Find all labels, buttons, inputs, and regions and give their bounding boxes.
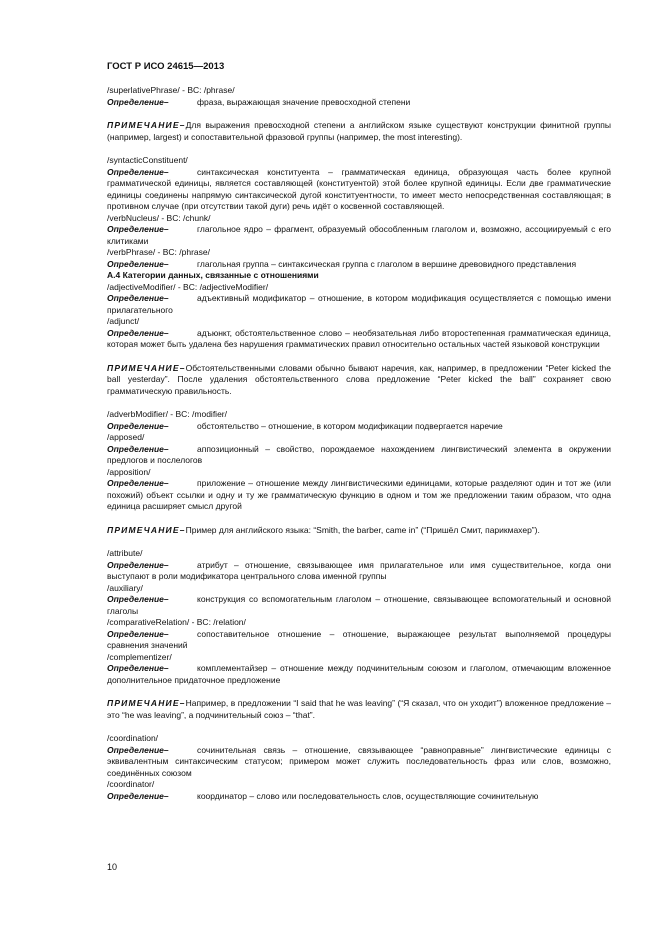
definition-label: Определение– — [107, 790, 169, 801]
definition-label: Определение– — [107, 628, 169, 639]
definition-coordinator — [83, 791, 611, 803]
note-label: ПРИМЕЧАНИЕ– — [107, 120, 186, 130]
term-apposed: /apposed/ — [107, 432, 145, 442]
definition-verb-nucleus — [83, 224, 611, 247]
definition-label: Определение– — [107, 559, 169, 570]
note-label: ПРИМЕЧАНИЕ– — [107, 362, 186, 373]
definition-label: Определение– — [107, 96, 169, 107]
definition-adverb-modifier — [83, 421, 611, 433]
note-superlative — [83, 120, 611, 143]
term-complementizer: /complementizer/ — [107, 651, 172, 662]
definition-text: атрибут – отношение, связывающее имя прилагательное или имя существительное, когда они выступают в роли модификатора центрального слова именной группы — [107, 559, 611, 581]
note-adjunct — [83, 363, 611, 398]
definition-apposed — [83, 444, 611, 467]
definition-text: сочинительная связь – отношение, связывающее “равноправные” лингвистические единицы с эквивалентным синтаксическим статусом; примером может служить последовательность фраз или слов, возможно, соединённых союзом — [107, 744, 611, 778]
definition-text: адъективный модификатор – отношение, в котором модификация осуществляется с помощью имени прилагательного — [107, 293, 611, 315]
definition-auxiliary — [83, 594, 611, 617]
definition-label: Определение– — [107, 258, 169, 269]
definition-label: Определение– — [107, 744, 169, 755]
definition-text: комплементайзер – отношение между подчинительным союзом и глаголом, отмечающим вложенное дополнительное придаточное предложение — [107, 663, 611, 685]
definition-superlative-phrase — [107, 97, 611, 109]
definition-text: сопоставительное отношение – отношение, выражающее результат выполняемой процедуры сравнения значений — [107, 628, 611, 650]
definition-label: Определение– — [107, 443, 169, 454]
definition-coordination — [83, 745, 611, 780]
definition-text: глагольная группа – синтаксическая группа с глаголом в вершине древовидного представления — [197, 258, 577, 269]
definition-adjunct — [83, 328, 611, 351]
definition-text: синтаксическая конституента – грамматическая единица, образующая часть более крупной грамматической единицы, является составляющей (конституентой) этой более крупной единицы. Если две грамматические единицы соединены напрямую синтаксической дугой конституентности, то имеет место непосредственная составляющая; в противном случае (при отсутствии такой дуги) речь идёт о косвенной составляющей. — [107, 166, 611, 211]
definition-syntactic-constituent — [83, 167, 611, 213]
definition-text: приложение – отношение между лингвистическими единицами, которые разделяют один и тот же (или похожий) объект ссылки и одну и ту же грамматическую функцию в одном и том же предложении таким образом, что одна единица расширяет смысл другой — [107, 478, 611, 511]
term-adjunct: /adjunct/ — [107, 316, 140, 326]
definition-label: Определение– — [107, 663, 169, 673]
term-comparative-relation: /comparativeRelation/ - BC: /relation/ — [107, 617, 246, 627]
note-text: Обстоятельственными словами обычно бывают наречия, как, например, в предложении “Peter kicked the ball yesterday”. После удаления обстоятельственного слова предложение “Peter kicked the ball” сохраняет свою грамматическую правильность. — [107, 362, 611, 396]
note-text: Для выражения превосходной степени а английском языке существуют конструкции финитной группы (например, largest) и сопоставительной фразовой группы (например, the most interesting). — [107, 120, 611, 142]
term-superlative-phrase: /superlativePhrase/ - BC: /phrase/ — [107, 85, 235, 95]
definition-text: аппозиционный – свойство, порождаемое нахождением лингвистический элемента в окружении предлогов и послелогов — [107, 443, 611, 465]
definition-label: Определение– — [107, 327, 169, 338]
definition-text: фраза, выражающая значение превосходной степени — [197, 96, 411, 107]
definition-adjective-modifier — [83, 293, 611, 316]
definition-text: глагольное ядро – фрагмент, образуемый обособленным глаголом и, возможно, ассоциируемый с его клитиками — [107, 224, 611, 246]
note-apposition — [83, 525, 611, 537]
section-heading: А.4 Категории данных, связанные с отношениями — [107, 270, 319, 280]
document-header: ГОСТ Р ИСО 24615—2013 — [107, 61, 225, 72]
definition-label: Определение– — [107, 293, 169, 303]
definition-text: адъюнкт, обстоятельственное слово – необязательная либо второстепенная грамматическая единица, которая может быть удалена без нарушения грамматических правил относительно остальных частей языковой конструкции — [107, 327, 611, 349]
definition-label: Определение– — [107, 224, 169, 234]
definition-label: Определение– — [107, 420, 169, 431]
note-complementizer — [83, 698, 611, 721]
term-verb-phrase: /verbPhrase/ - BC: /phrase/ — [107, 247, 210, 257]
term-attribute: /attribute/ — [107, 548, 143, 558]
page-number: 10 — [107, 862, 118, 872]
term-coordinator: /coordinator/ — [107, 779, 155, 789]
note-label: ПРИМЕЧАНИЕ– — [107, 524, 186, 535]
term-adverb-modifier: /adverbModifier/ - BC: /modifier/ — [107, 409, 227, 419]
definition-comparative-relation — [83, 629, 611, 652]
note-label: ПРИМЕЧАНИЕ– — [107, 698, 186, 708]
term-auxiliary: /auxiliary/ — [107, 582, 143, 593]
definition-label: Определение– — [107, 166, 169, 177]
definition-label: Определение– — [107, 594, 169, 604]
definition-apposition — [83, 478, 611, 513]
definition-text: координатор – слово или последовательность слов, осуществляющие сочинительную — [197, 790, 539, 801]
definition-text: обстоятельство – отношение, в котором модификации подвергается наречие — [197, 420, 503, 431]
definition-label: Определение– — [107, 478, 169, 488]
definition-complementizer — [83, 663, 611, 686]
definition-attribute — [83, 560, 611, 583]
definition-verb-phrase — [83, 259, 611, 271]
term-adjective-modifier: /adjectiveModifier/ - BC: /adjectiveModifier/ — [107, 281, 269, 292]
term-syntactic-constituent: /syntacticConstituent/ — [107, 155, 188, 165]
term-coordination: /coordination/ — [107, 733, 159, 743]
note-text: Пример для английского языка: “Smith, the barber, came in” (“Пришёл Смит, парикмахер”). — [185, 524, 540, 535]
term-verb-nucleus: /verbNucleus/ - BC: /chunk/ — [107, 212, 211, 223]
term-apposition: /apposition/ — [107, 466, 151, 477]
note-text: Например, в предложении “I said that he was leaving” (“Я сказал, что он уходит”) вложенное предложение – это “he was leaving”, а подчинительный союз – “that”. — [107, 698, 611, 720]
definition-text: конструкция со вспомогательным глаголом – отношение, связывающее вспомогательный и основной глаголы — [107, 594, 611, 616]
document-body — [107, 85, 611, 802]
